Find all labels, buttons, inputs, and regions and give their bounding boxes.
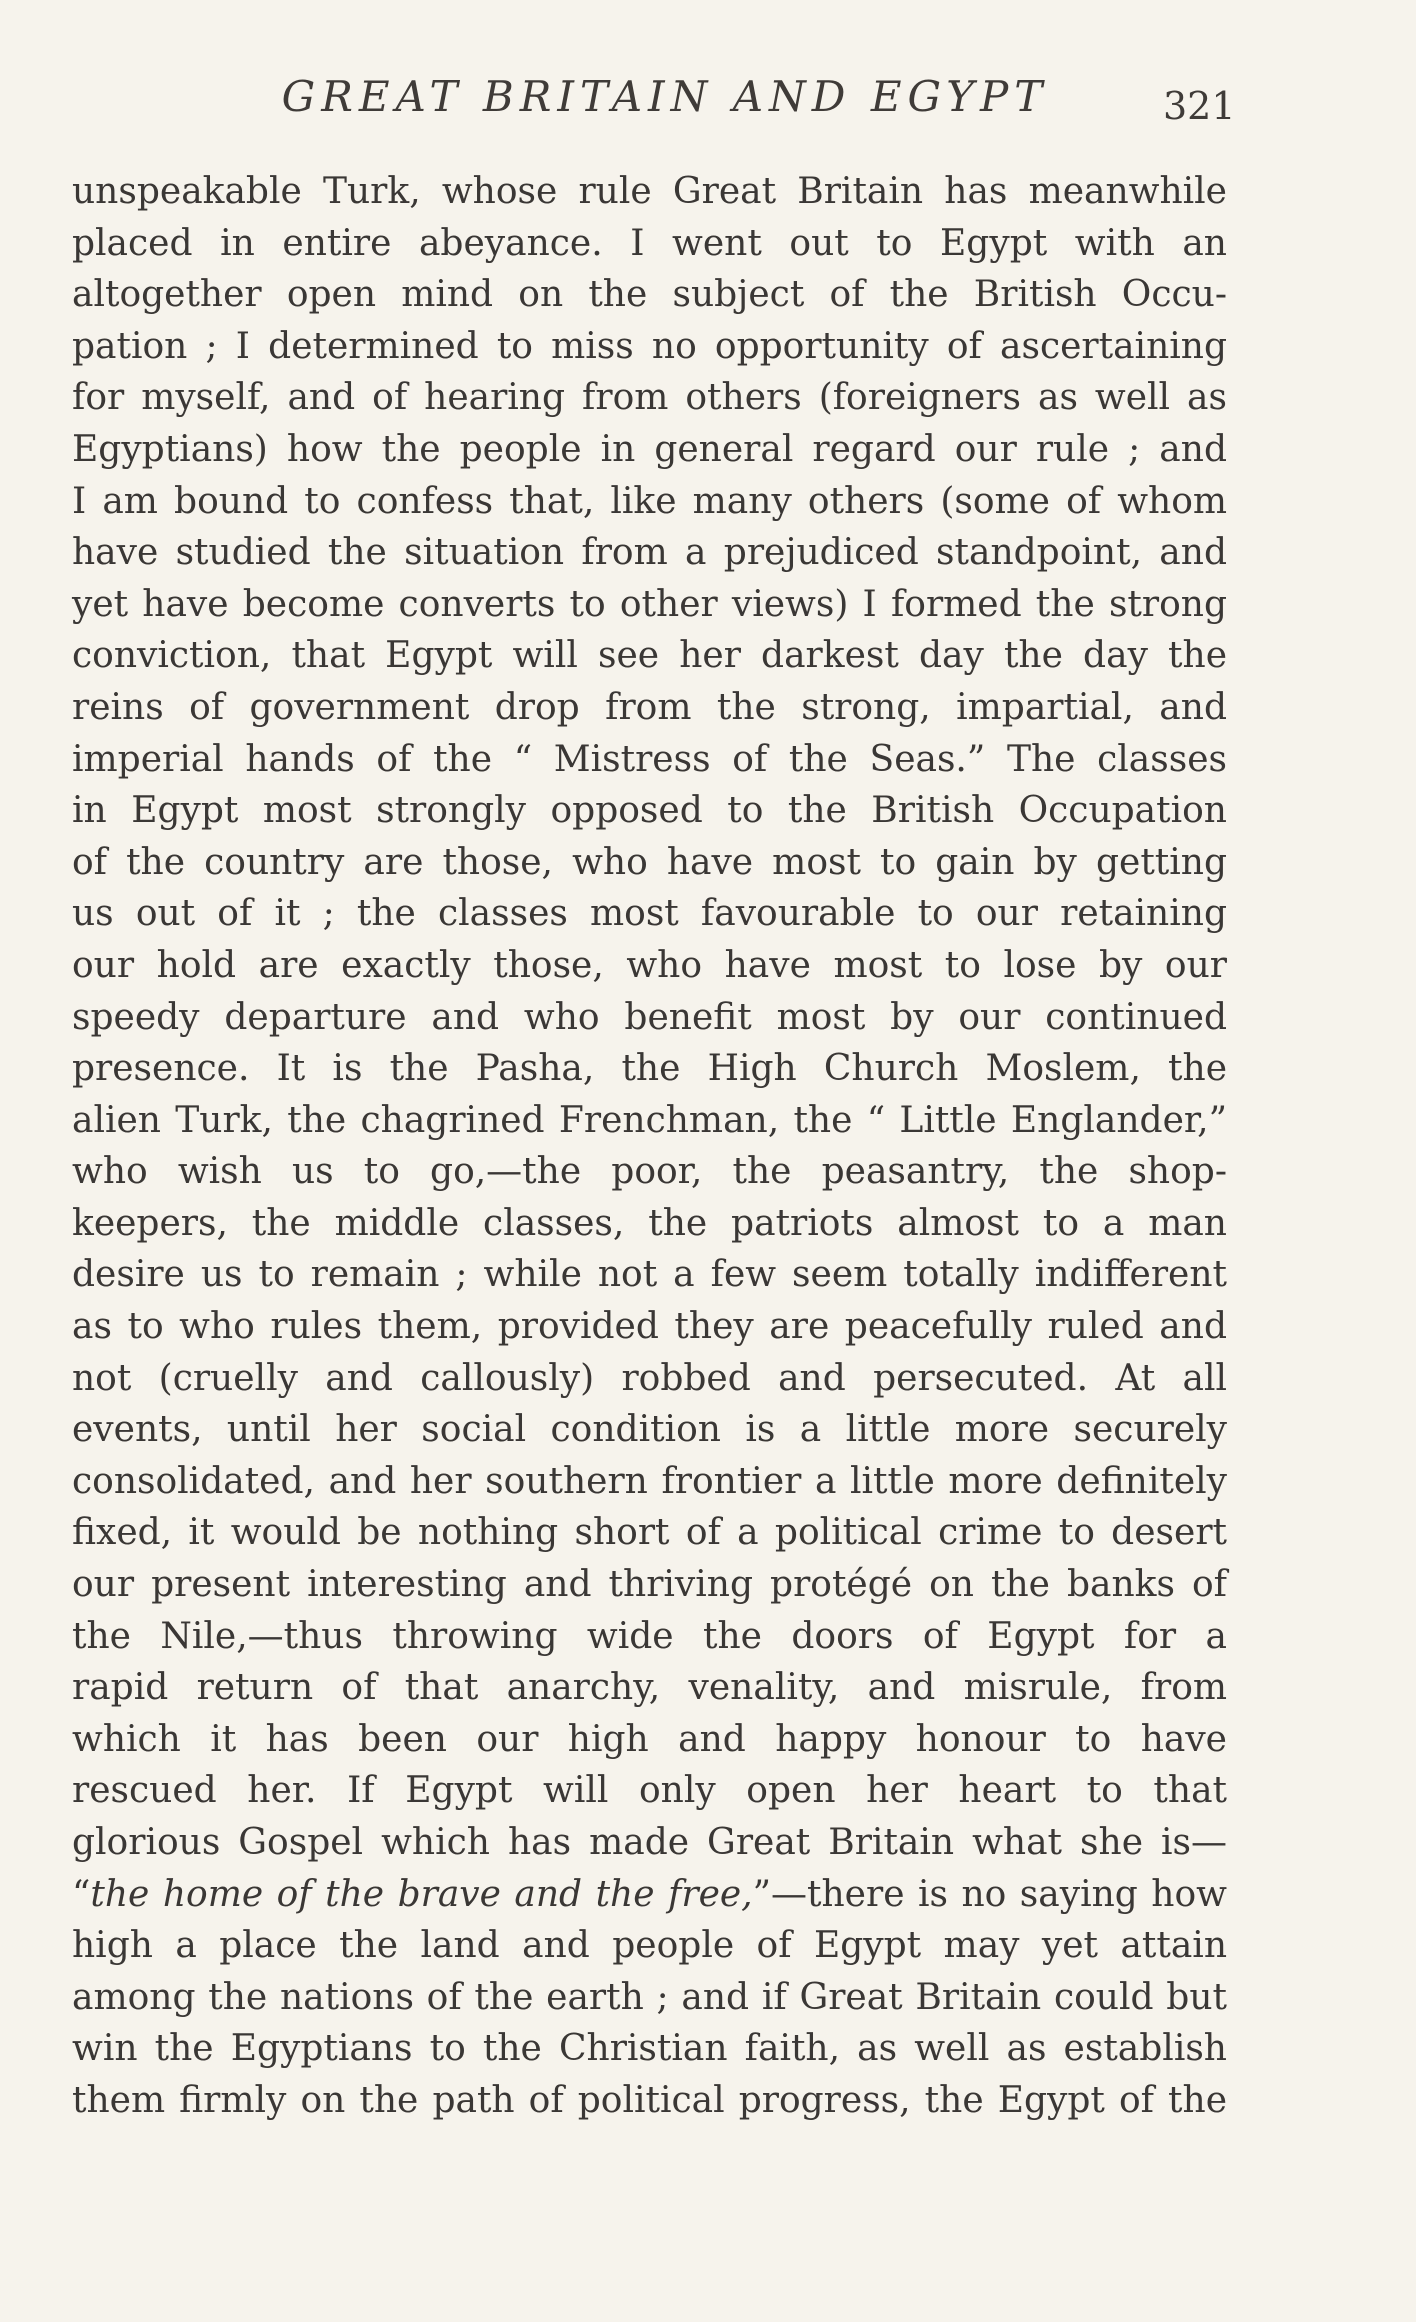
text-line: events, until her social condition is a little more securely [72, 1409, 1227, 1451]
text-line: as to who rules them, provided they are peacefully ruled and [72, 1306, 1227, 1348]
text-line: imperial hands of the “ Mistress of the Seas.” The classes [72, 738, 1227, 780]
text-line: which it has been our high and happy honour to have [72, 1718, 1227, 1760]
text-line-italic [72, 1869, 1227, 1921]
running-title: GREAT BRITAIN AND EGYPT [281, 72, 1049, 121]
text-line: presence. It is the Pasha, the High Church Moslem, the [72, 1048, 1227, 1090]
text-line: them firmly on the path of political progress, the Egypt of the [72, 2079, 1227, 2121]
text-line: unspeakable Turk, whose rule Great Britain has meanwhile [72, 171, 1227, 212]
text-line: desire us to remain ; while not a few seem totally indifferent [72, 1254, 1227, 1296]
text-line: win the Egyptians to the Christian faith, as well as establish [72, 2028, 1227, 2070]
text-line: the Nile,—thus throwing wide the doors of Egypt for a [72, 1615, 1227, 1657]
text-line: who wish us to go,—the poor, the peasantry, the shop- [72, 1151, 1227, 1193]
text-line: high a place the land and people of Egypt may yet attain [72, 1925, 1227, 1967]
text-line: pation ; I determined to miss no opportunity of ascertaining [72, 325, 1227, 367]
text-line: among the nations of the earth ; and if Great Britain could but [72, 1976, 1227, 2018]
text-line: our hold are exactly those, who have most to lose by our [72, 944, 1227, 986]
text-line: have studied the situation from a prejudiced standpoint, and [72, 532, 1227, 574]
quote-open: “ [72, 1873, 91, 1915]
text-line: glorious Gospel which has made Great Britain what she is— [72, 1822, 1227, 1863]
text-line: consolidated, and her southern frontier a little more definitely [72, 1460, 1227, 1502]
text-line: fixed, it would be nothing short of a political crime to desert [72, 1512, 1227, 1554]
text-line: for myself, and of hearing from others (foreigners as well as [72, 377, 1227, 419]
line-rest: ”—there is no saying how [752, 1873, 1227, 1915]
page-number: 321 [1163, 84, 1236, 128]
text-line: placed in entire abeyance. I went out to Egypt with an [72, 222, 1227, 264]
text-line: rapid return of that anarchy, venality, and misrule, from [72, 1667, 1227, 1709]
text-line: rescued her. If Egypt will only open her heart to that [72, 1770, 1227, 1812]
text-line: us out of it ; the classes most favourable to our retaining [72, 893, 1227, 935]
text-line: our present interesting and thriving protégé on the banks of [72, 1564, 1227, 1606]
text-line: I am bound to confess that, like many others (some of whom [72, 480, 1227, 522]
text-line: of the country are those, who have most to gain by getting [72, 841, 1227, 883]
text-line: keepers, the middle classes, the patriots almost to a man [72, 1202, 1227, 1244]
text-line: yet have become converts to other views) I formed the strong [72, 583, 1227, 625]
text-line: Egyptians) how the people in general regard our rule ; and [72, 428, 1227, 470]
text-line: not (cruelly and callously) robbed and persecuted. At all [72, 1357, 1227, 1399]
italic-phrase: the home of the brave and the free, [90, 1873, 753, 1915]
text-line: speedy departure and who benefit most by our continued [72, 996, 1227, 1038]
text-line: conviction, that Egypt will see her darkest day the day the [72, 635, 1227, 677]
text-line: altogether open mind on the subject of the British Occu- [72, 274, 1227, 316]
text-line: in Egypt most strongly opposed to the British Occupation [72, 790, 1227, 832]
body-text [72, 166, 1227, 2127]
text-line: reins of government drop from the strong, impartial, and [72, 686, 1227, 728]
text-line: alien Turk, the chagrined Frenchman, the “ Little Englander,” [72, 1099, 1227, 1141]
